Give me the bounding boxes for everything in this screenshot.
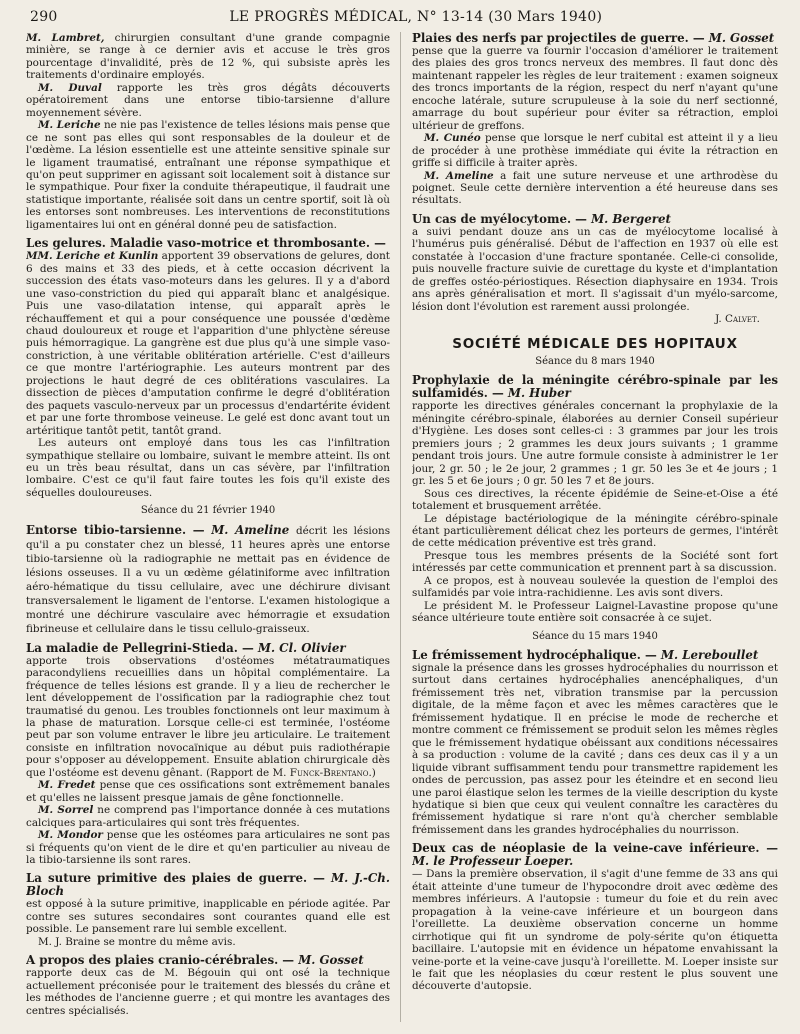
seance-date: Séance du 15 mars 1940 [532,630,658,642]
author-signature: J. Calvet. [715,313,760,326]
journal-title: LE PROGRÈS MÉDICAL, N° 13-14 (30 Mars 1940) [229,9,603,25]
seance-date: Séance du 21 février 1940 [140,505,276,517]
paragraph: M. Fredet pense que ces ossifications sont extrêmement banales et qu'elles ne laissent presque jamais de gêne fonctionnelle. [26,779,390,804]
paragraph: MM. Leriche et Kunlin apportent 39 observations de gelures, dont 6 des mains et 33 des pieds, et à cette occasion décrivent la succession des états vaso-moteurs dans les gelures. Il y a d'abord une vaso-constriction du pied qui apparaît blanc et analgésique. Puis une vaso-dilatation intense, qui apparaît après le réchauffement et qui a pour conséquence une poussée d'œdème chaud douloureux et rouge et l'apparition d'une phlyctène séreuse puis hémorragique. La gangrène est due plus qu'à une simple vaso-constriction, à une véritable oblitération artérielle. C'est d'ailleurs ce que montre l'artériographie. Les auteurs montrent par des projections le haut degré de ces oblitérations vasculaires. La dissection de pièces d'amputation confirme le degré d'oblitération des paquets vasculo-nerveux par un processus d'endartérite évident et par une forte thrombose veineuse. Le gelé est donc avant tout un artéritique tantôt petit, tantôt grand. [26,250,390,437]
paragraph: est opposé à la suture primitive, inapplicable en période agitée. Par contre ses sutures secondaires sont courantes quand elle est possible. Le pansement rare lui semble excellent. [26,898,390,936]
section-heading: Un cas de myélocytome. — M. Bergeret [412,211,671,226]
society-heading: SOCIÉTÉ MÉDICALE DES HOPITAUX [452,335,738,352]
left-column [26,32,390,1026]
paragraph: M. Sorrel ne comprend pas l'importance donnée à ces mutations calciques para-articulaires qui sont très fréquentes. [26,804,390,829]
paragraph: Sous ces directives, la récente épidémie de Seine-et-Oise a été totalement et brusquement arrêtée. [412,487,778,513]
paragraph: pense que la guerre va fournir l'occasion d'améliorer le traitement des plaies des gros troncs nerveux des membres. Il faut donc dès maintenant rappeler les règles de leur traitement : examen soigneux des troncs importants de la région, respect du nerf n'ayant qu'une encoche latérale, suture scrupuleuse à la soie du nerf sectionné, amarrage du bout supérieur pour éviter sa rétraction, emploi ultérieur de greffons. [412,45,778,132]
section-heading: Plaies des nerfs par projectiles de guerre. — M. Gosset [412,32,775,45]
paragraph: M. J. Braine se montre du même avis. [38,935,236,948]
section-heading: Prophylaxie de la méningite cérébro-spinale par les sulfamidés. — M. Huber [412,373,778,401]
paragraph: rapporte les directives générales concernant la prophylaxie de la méningite cérébro-spinale, élaborées au dernier Conseil supérieur d'Hygiène. Les doses sont celles-ci : 3 grammes par jour les trois premiers jours ; 2 grammes les deux jours suivants ; 1 gramme pendant trois jours. Une autre formule consiste à administrer le 1er jour, 2 gr. 50 ; le 2e jour, 2 grammes ; 1 gr. 50 les 3e et 4e jours ; 1 gr. les 5 et 6e jours ; 0 gr. 50 les 7 et 8e jours. [412,400,778,488]
paragraph: signale la présence dans les grosses hydrocéphalies du nourrisson et surtout dans certaines hydrocéphalies anencéphaliques, d'un frémissement très net, vibration transmise par la percussion digitale, de la même façon et avec les mêmes caractères que le frémissement hydatique. Il en précise le mode de recherche et montre comment ce frémissement se produit selon les mêmes règles que le frémissement hydatique obéissant aux conditions nécessaires à sa production : volume de la cavité ; dans ces deux cas il y a un liquide vibrant suffisamment tendu pour transmettre rapidement les ondes de percussion, pas assez pour les éteindre et en second lieu une paroi élastique selon les termes de la vieille description du kyste hydatique si bien que ceux qui veulent connaître les caractères du frémissement hydatique si rare n'ont qu'à chercher semblable frémissement dans les grandes hydrocéphalies du nourrisson. [412,662,778,836]
paragraph: M. Cunéo pense que lorsque le nerf cubital est atteint il y a lieu de procéder à une prothèse immédiate qui évite la rétraction en griffe si difficile à traiter après. [412,132,778,170]
paragraph: rapporte deux cas de M. Bégouin qui ont osé la technique actuellement préconisée pour le traitement des blessés du crâne et les méthodes de l'ancienne guerre ; et qui montre les avantages des centres spécialisés. [26,967,390,1017]
section-heading: Le frémissement hydrocéphalique. — M. Lereboullet [412,648,759,663]
paragraph: M. Ameline a fait une suture nerveuse et une arthrodèse du poignet. Seule cette dernière intervention a été heureuse dans ses résultats. [412,169,778,207]
paragraph: Presque tous les membres présents de la Société sont fort intéressés par cette communication et prennent part à sa discussion. [412,549,778,575]
right-column [412,32,778,1026]
paragraph: M. Mondor pense que les ostéomes para articulaires ne sont pas si fréquents qu'on vient de le dire et qu'en particulier au niveau de la tibio-tarsienne ils sont rares. [26,829,390,867]
paragraph: M. Duval rapporte les très gros dégâts découverts opératoirement dans une entorse tibio-tarsienne d'allure moyennement sévère. [26,81,390,119]
paragraph: a suivi pendant douze ans un cas de myélocytome localisé à l'humérus puis généralisé. Début de l'affection en 1937 où elle est constatée à l'occasion d'une fracture spontanée. Celle-ci consolide, puis nouvelle fracture suivie de curettage du kyste et d'implantation de greffes ostéo-périostiques. Résection diaphysaire en 1934. Trois ans après généralisation et mort. Il s'agissait d'un myélo-sarcome, lésion dont l'évolution est rarement aussi prolongée. [412,225,778,313]
section-heading: Les gelures. Maladie vaso-motrice et thrombosante. — [26,236,386,251]
paragraph: M. Leriche ne nie pas l'existence de telles lésions mais pense que ce ne sont pas elles qui sont responsables de la douleur et de l'œdème. La lésion essentielle est une atteinte sensitive spinale sur le ligament traumatisé, entraînant une réponse sympathique et qu'on peut supprimer en agissant soit localement soit à distance sur le sympathique. Pour fixer la conduite thérapeutique, il faudrait une statistique importante, réalisée soit dans un centre sportif, soit là où les entorses sont nombreuses. Les interventions de reconstitutions ligamentaires lui ont en général donné peu de satisfaction. [26,119,390,231]
section-heading: La maladie de Pellegrini-Stieda. — M. Cl. Olivier [26,640,346,655]
paragraph: A ce propos, est à nouveau soulevée la question de l'emploi des sulfamidés par voie intra-rachidienne. Les avis sont divers. [412,574,778,600]
section-heading: Deux cas de néoplasie de la veine-cave inférieure. — M. le Professeur Loeper. [412,841,778,869]
paragraph: Le dépistage bactériologique de la méningite cérébro-spinale étant particulièrement délicat chez les porteurs de germes, l'intérêt de cette médication préventive est très grand. [412,512,778,550]
section-heading: La suture primitive des plaies de guerre. — M. J.-Ch. Bloch [26,871,390,899]
paragraph: Le président M. le Professeur Laignel-Lavastine propose qu'une séance ultérieure toute entière soit consacrée à ce sujet. [412,599,778,625]
paragraph: M. Lambret, chirurgien consultant d'une grande compagnie minière, se range à ce dernier avis et accuse le très gros pourcentage d'invalidité, près de 12 %, qui subsiste après les traitements d'ordinaire employés. [26,32,390,82]
column-divider [400,32,401,1022]
seance-date: Séance du 8 mars 1940 [535,355,655,367]
paragraph: Les auteurs ont employé dans tous les cas l'infiltration sympathique stellaire ou lombaire, suivant le membre atteint. Ils ont eu un très beau résultat, dans un cas sévère, par l'infiltration lombaire. C'est ce qu'il faut faire toutes les fois qu'il existe des séquelles douloureuses. [26,437,390,499]
paragraph: apporte trois observations d'ostéomes métatraumatiques paracondyliens recueillies dans un hôpital complémentaire. La fréquence de telles lésions est grande. Il y a lieu de rechercher le lent développement de l'ossification par la radiographie chez tout traumatisé du genou. Les troubles fonctionnels ont leur maximum à la phase de maturation. Lorsque celle-ci est terminée, l'ostéome peut par son volume entraver le libre jeu articulaire. Le traitement consiste en infiltration novocaïnique au début puis radiothérapie pour s'opposer au développement. Ensuite ablation chirurgicale dès que l'ostéome est devenu gênant. (Rapport de M. Funck-Brentano.) [26,654,390,779]
section-heading: Entorse tibio-tarsienne. — M. Ameline décrit les lésions qu'il a pu constater chez un blessé, 11 heures après une entorse tibio-tarsienne où la radiographie ne mettait pas en évidence de lésions osseuses. Il a vu un œdème gélatiniforme avec infiltration aéro-hématique du tissu cellulaire, avec une déchirure divisant transversalement le ligament de l'entorse. L'examen histologique a montré une déchirure vasculaire avec hémorragie et exsudation fibrineuse et cellulaire dans le tissu cellulo-graisseux. [26,522,390,635]
page-number: 290 [30,9,58,25]
paragraph: — Dans la première observation, il s'agit d'une femme de 33 ans qui était atteinte d'une tumeur de l'hypocondre droit avec œdème des membres inférieurs. A l'autopsie : tumeur du foie et du rein avec propagation à la veine-cave inférieure et un bourgeon dans l'oreillette. La deuxième observation concerne un homme cirrhotique qui fit un syndrome de poly-sérite qu'on étiquetta bacillaire. L'autopsie mit en évidence un hépatome envahissant la veine-porte et la veine-cave jusqu'à l'oreillette. M. Loeper insiste sur le fait que les néoplasies du cœur restent le plus souvent une découverte d'autopsie. [412,868,778,993]
section-heading: A propos des plaies cranio-cérébrales. — M. Gosset [26,953,364,968]
page-header [30,6,774,28]
